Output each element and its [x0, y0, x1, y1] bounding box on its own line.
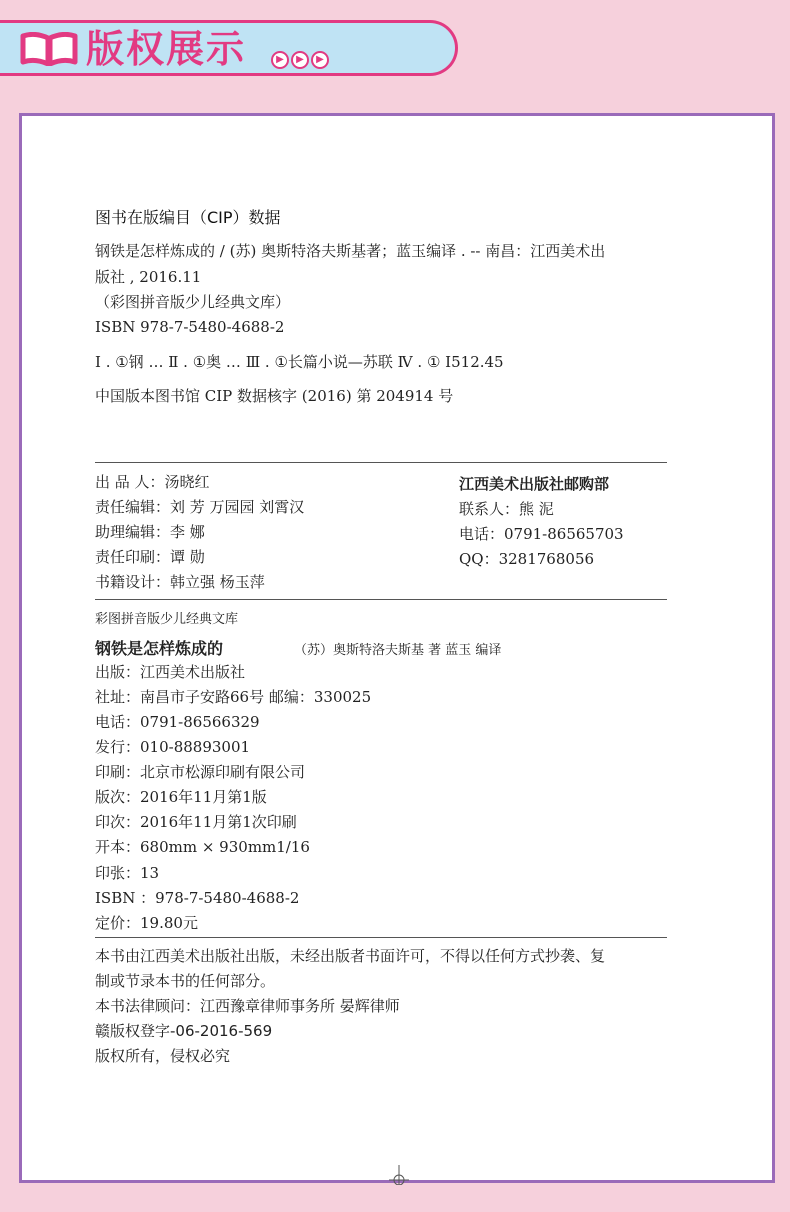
book-phone: 电话：0791-86566329	[95, 713, 260, 731]
cip-series: （彩图拼音版少儿经典文库）	[95, 293, 291, 311]
book-price: 定价：19.80元	[95, 914, 198, 932]
mail-order-title: 江西美术出版社邮购部	[459, 475, 610, 493]
book-printing: 印次：2016年11月第1次印刷	[95, 813, 297, 831]
book-distribution: 发行：010-88893001	[95, 738, 251, 756]
cip-isbn: ISBN 978-7-5480-4688-2	[95, 318, 285, 336]
book-edition: 版次：2016年11月第1版	[95, 788, 267, 806]
book-address: 社址：南昌市子安路66号 邮编：330025	[95, 688, 372, 706]
book-sheets: 印张：13	[95, 864, 160, 882]
staff-editors: 责任编辑：刘 芳 万园园 刘霄汉	[95, 498, 305, 516]
book-format: 开本：680mm × 930mm1/16	[95, 838, 310, 856]
series-name: 彩图拼音版少儿经典文库	[95, 612, 239, 627]
arrow-group	[271, 51, 329, 69]
open-book-icon	[20, 32, 78, 66]
book-title: 钢铁是怎样炼成的	[95, 639, 224, 658]
book-publisher: 出版：江西美术出版社	[95, 663, 246, 681]
divider	[95, 937, 667, 938]
legal-notice-line2: 制或节录本书的任何部分。	[95, 972, 276, 990]
book-authors: （苏）奥斯特洛夫斯基 著 蓝玉 编译	[294, 643, 502, 658]
divider	[95, 462, 667, 463]
cip-line2: 版社 , 2016.11	[95, 268, 202, 286]
book-isbn: ISBN ：978-7-5480-4688-2	[95, 889, 300, 907]
copyright-registration: 赣版权登字-06-2016-569	[95, 1022, 273, 1040]
cip-line1: 钢铁是怎样炼成的 / (苏) 奥斯特洛夫斯基著；蓝玉编译 . -- 南昌：江西美术出	[95, 242, 606, 260]
arrow-right-icon: ▶	[271, 51, 289, 69]
book-printer: 印刷：北京市松源印刷有限公司	[95, 763, 306, 781]
crop-mark-icon	[389, 1165, 409, 1185]
staff-printing: 责任印刷：谭 勋	[95, 548, 205, 566]
staff-design: 书籍设计：韩立强 杨玉萍	[95, 573, 265, 591]
cip-library: 中国版本图书馆 CIP 数据核字 (2016) 第 204914 号	[95, 387, 454, 405]
mail-order-phone: 电话：0791-86565703	[459, 525, 624, 543]
banner-title: 版权展示	[86, 27, 247, 71]
staff-producer: 出 品 人：汤晓红	[95, 473, 210, 491]
cip-classification: Ⅰ . ①钢 … Ⅱ . ①奥 … Ⅲ . ①长篇小说—苏联 Ⅳ . ① I512.45	[95, 353, 504, 371]
staff-assistant-editor: 助理编辑：李 娜	[95, 523, 205, 541]
header-banner	[0, 20, 458, 76]
rights-reserved: 版权所有，侵权必究	[95, 1047, 231, 1065]
divider	[95, 599, 667, 600]
legal-counsel: 本书法律顾问：江西豫章律师事务所 晏辉律师	[95, 997, 400, 1015]
arrow-right-icon: ▶	[291, 51, 309, 69]
cip-title: 图书在版编目（CIP）数据	[95, 208, 281, 227]
mail-order-qq: QQ：3281768056	[459, 550, 595, 568]
arrow-right-icon: ▶	[311, 51, 329, 69]
mail-order-contact: 联系人：熊 泥	[459, 500, 554, 518]
legal-notice-line1: 本书由江西美术出版社出版，未经出版者书面许可，不得以任何方式抄袭、复	[95, 947, 606, 965]
